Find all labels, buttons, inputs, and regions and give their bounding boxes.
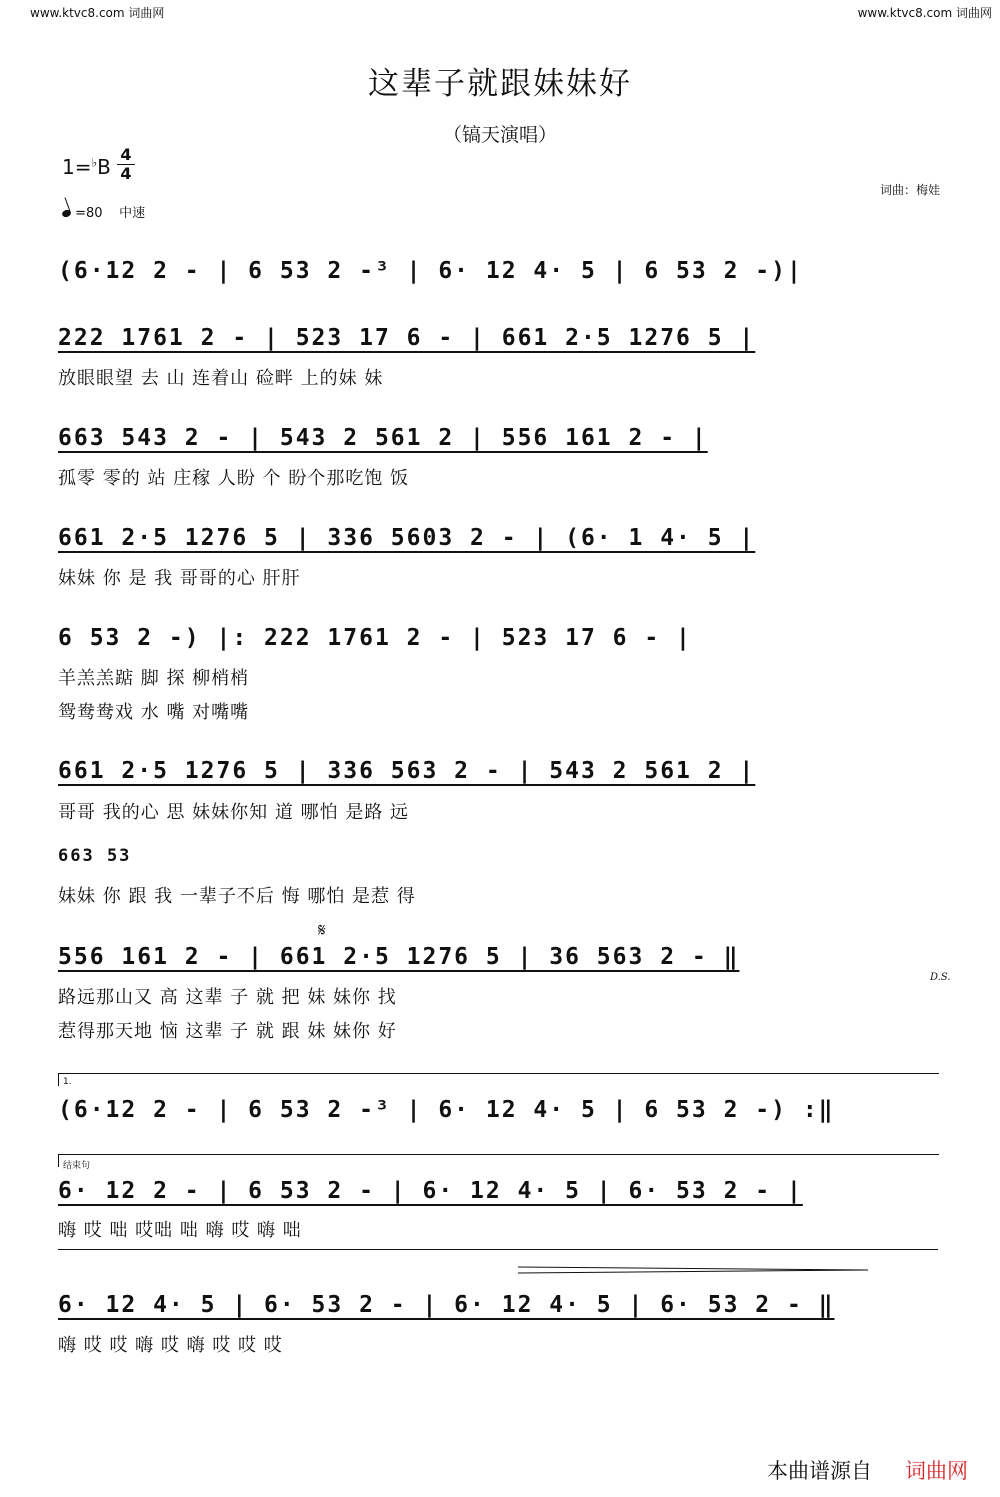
key-prefix: 1= <box>62 155 92 179</box>
score-line-1: (6·12 2 - | 6 53 2 -³ | 6· 12 4· 5 | 6 53 2 -)| <box>58 258 803 284</box>
credit: 词曲：梅娃 <box>879 183 940 197</box>
lyrics-line-5a: 羊羔羔踮 脚 探 柳梢梢 <box>58 668 250 689</box>
ds-mark: D.S. <box>930 972 951 983</box>
bracket-line-11 <box>58 1249 938 1260</box>
footer-site-link[interactable]: 词曲网 <box>905 1459 968 1483</box>
lyrics-line-7: 妹妹 你 跟 我 一辈子不后 悔 哪怕 是惹 得 <box>58 886 416 907</box>
lyrics-line-2: 放眼眼望 去 山 连着山 硷畔 上的妹 妹 <box>58 368 384 389</box>
lyrics-line-6: 哥哥 我的心 思 妹妹你知 道 哪怕 是路 远 <box>58 802 410 823</box>
lyrics-line-8a: 路远那山又 高 这辈 子 就 把 妹 妹你 找 <box>58 987 397 1008</box>
lyrics-line-3: 孤零 零的 站 庄稼 人盼 个 盼个那吃饱 饭 <box>58 468 410 489</box>
meter-bottom: 4 <box>120 164 132 183</box>
lyrics-line-11: 嗨 哎 哎 嗨 哎 嗨 哎 哎 哎 <box>58 1335 283 1356</box>
lyrics-line-10: 嗨 哎 咄 哎咄 咄 嗨 哎 嗨 咄 <box>58 1220 302 1241</box>
score-line-7-ossia: 663 53 <box>58 846 132 866</box>
time-signature <box>117 146 135 183</box>
key-flat: ♭ <box>91 155 98 170</box>
key-signature <box>62 155 111 179</box>
score-line-11: 6· 12 4· 5 | 6· 53 2 - | 6· 12 4· 5 | 6· 53 2 - ‖ <box>58 1292 835 1318</box>
ending-label: 结束句 <box>63 1161 91 1171</box>
ending-bracket <box>58 1154 939 1167</box>
score-line-4: 661 2·5 1276 5 | 336 5603 2 - | (6· 1 4· 5 | <box>58 525 756 551</box>
tempo-marking <box>62 202 145 221</box>
lyrics-line-8b: 惹得那天地 恼 这辈 子 就 跟 妹 妹你 好 <box>58 1021 397 1042</box>
quarter-note-icon <box>61 209 72 219</box>
meter-top: 4 <box>117 146 135 165</box>
score-line-5: 6 53 2 -) |: 222 1761 2 - | 523 17 6 - | <box>58 625 692 651</box>
footer-source: 本曲谱源自 <box>767 1459 872 1483</box>
lyrics-line-4: 妹妹 你 是 我 哥哥的心 肝肝 <box>58 568 301 589</box>
first-ending-label: 1. <box>63 1077 72 1087</box>
first-ending-bracket <box>58 1073 939 1086</box>
song-title: 这辈子就跟妹妹好 <box>368 66 632 102</box>
score-line-8: 556 161 2 - | 661 2·5 1276 5 | 36 563 2 - ‖ <box>58 944 740 970</box>
score-line-3: 663 543 2 - | 543 2 561 2 | 556 161 2 - | <box>58 425 708 451</box>
score-line-2: 222 1761 2 - | 523 17 6 - | 661 2·5 1276 5 | <box>58 325 756 351</box>
score-line-6: 661 2·5 1276 5 | 336 563 2 - | 543 2 561 2 | <box>58 758 756 784</box>
tempo-value: =80 <box>75 206 103 221</box>
decrescendo-hairpin <box>518 1266 868 1274</box>
song-subtitle: （镐天演唱） <box>442 124 557 146</box>
score-line-9: (6·12 2 - | 6 53 2 -³ | 6· 12 4· 5 | 6 53 2 -) :‖ <box>58 1097 835 1123</box>
watermark-left: www.ktvc8.com 词曲网 <box>30 6 165 20</box>
lyrics-line-5b: 鸳鸯鸯戏 水 嘴 对嘴嘴 <box>58 702 250 723</box>
score-line-10: 6· 12 2 - | 6 53 2 - | 6· 12 4· 5 | 6· 53 2 - | <box>58 1178 803 1204</box>
segno-mark: 𝄋 <box>318 920 326 941</box>
tempo-mark: 中速 <box>119 206 146 221</box>
key-note: B <box>97 155 111 179</box>
watermark-right: www.ktvc8.com 词曲网 <box>857 6 992 20</box>
